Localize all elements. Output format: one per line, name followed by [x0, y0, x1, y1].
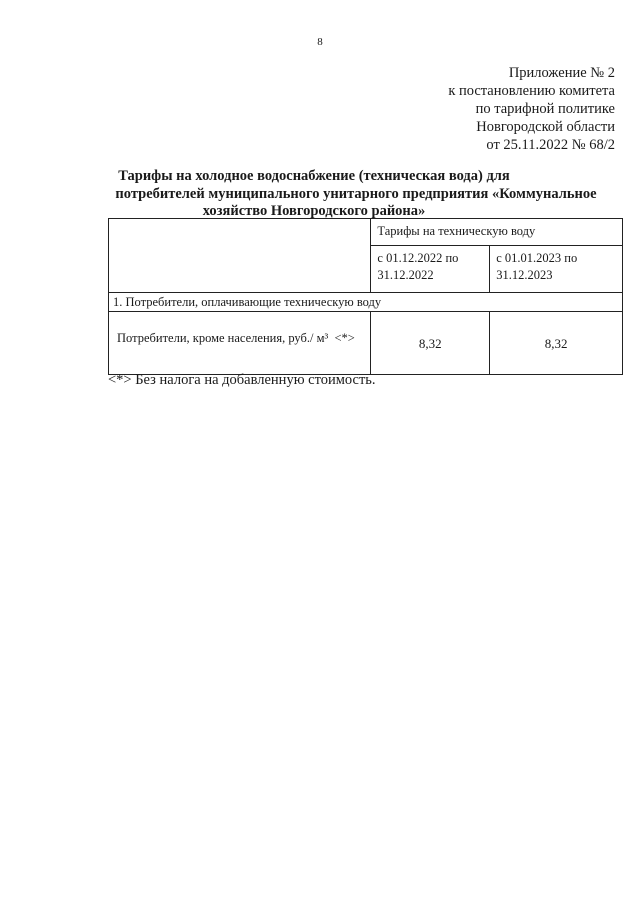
period-cell: [371, 246, 490, 293]
group-label: 1. Потребители, оплачивающие техническую воду: [113, 295, 382, 309]
period-start: с 01.12.2022 по: [377, 251, 459, 265]
footnote: <*> Без налога на добавленную стоимость.: [108, 372, 376, 388]
tariff-value: 8,32: [544, 336, 568, 351]
period-cell: [490, 246, 623, 293]
consumer-label: Потребители, кроме населения, руб./ м³: [117, 331, 329, 345]
tariff-value-cell: [371, 312, 490, 375]
tariff-header: Тарифы на техническую воду: [377, 224, 536, 238]
appendix-line: Новгородской области: [476, 119, 615, 135]
document-title: [100, 168, 597, 221]
tariff-value-cell: [490, 312, 623, 375]
period-start: с 01.01.2023 по: [496, 251, 578, 265]
consumer-cell: [109, 312, 371, 375]
appendix-line: к постановлению комитета: [448, 83, 615, 99]
appendix-line: от 25.11.2022 № 68/2: [486, 137, 615, 153]
group-row: [109, 293, 623, 312]
empty-corner-cell: [109, 219, 371, 293]
period-end: 31.12.2023: [496, 268, 553, 282]
page-number: 8: [317, 36, 323, 48]
appendix-line: Приложение № 2: [508, 65, 615, 81]
tariff-value: 8,32: [418, 336, 442, 351]
appendix-line: по тарифной политике: [475, 101, 615, 117]
appendix-block: [355, 64, 615, 154]
title-line: хозяйство Новгородского района»: [202, 203, 426, 219]
group-cell: [109, 293, 623, 312]
tariff-table: [108, 218, 623, 375]
title-line: Тарифы на холодное водоснабжение (техническая вода) для: [118, 168, 510, 184]
footnote-mark: <*>: [334, 331, 355, 345]
tariff-header-cell: [371, 219, 623, 246]
table-row: [109, 312, 623, 375]
title-line: потребителей муниципального унитарного предприятия «Коммунальное: [115, 185, 597, 202]
period-end: 31.12.2022: [377, 268, 434, 282]
table-header-row: [109, 219, 623, 246]
